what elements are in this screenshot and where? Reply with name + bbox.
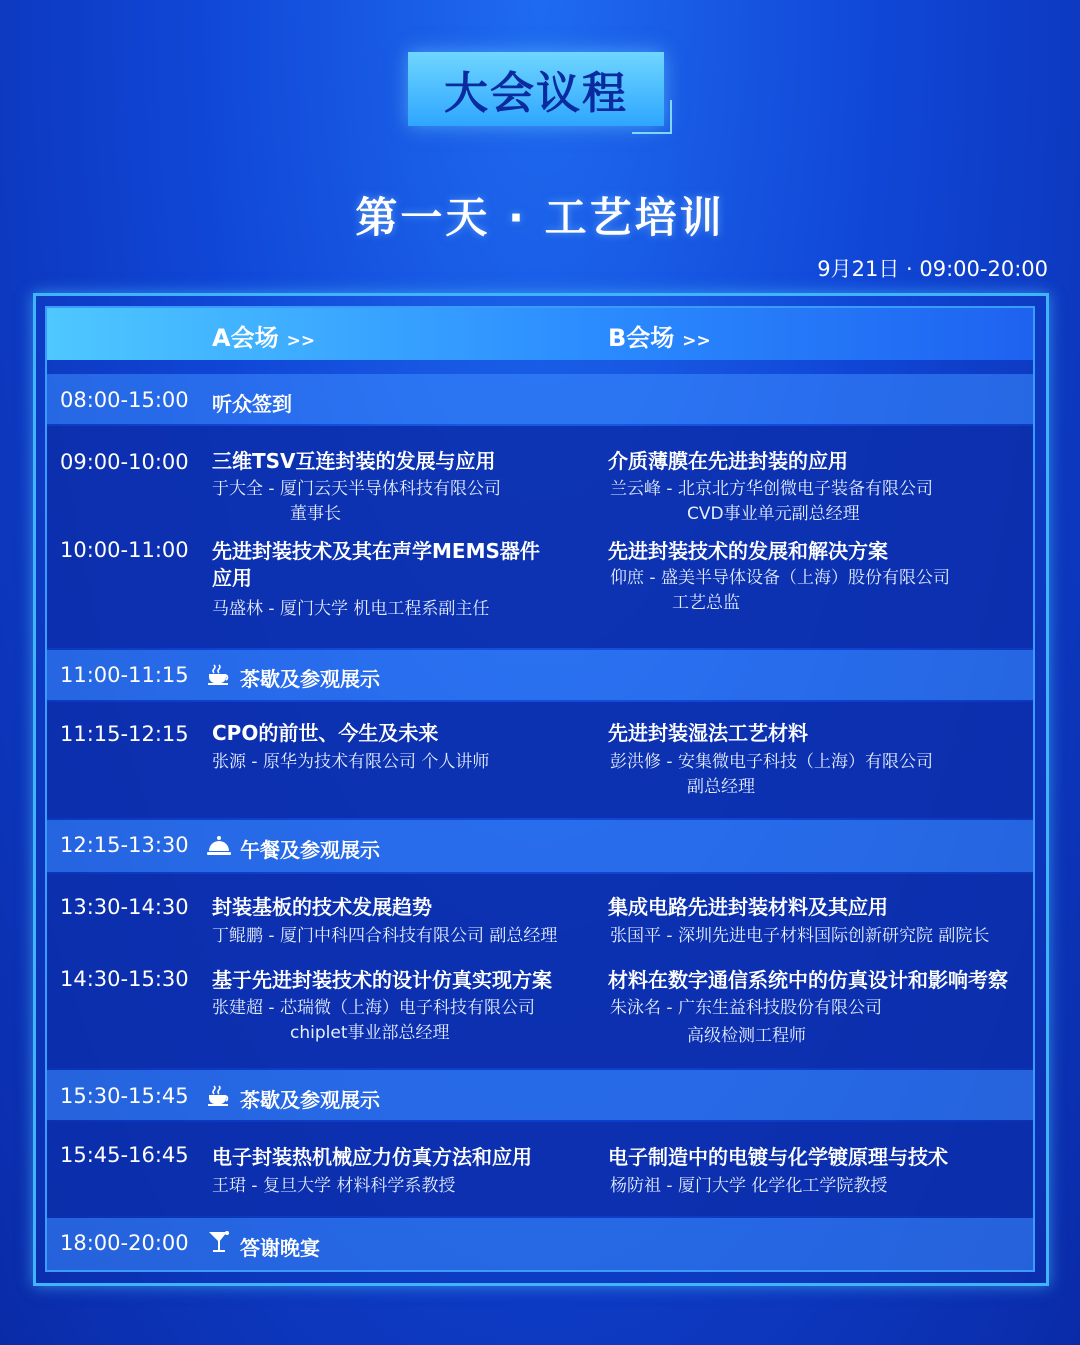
session-b-speaker: 杨防祖 - 厦门大学 化学化工学院教授 xyxy=(610,1176,888,1196)
hall-b-label: B会场 xyxy=(608,324,675,352)
dinner-label: 答谢晚宴 xyxy=(240,1236,320,1260)
hall-b-arrows: >> xyxy=(682,331,711,351)
date-time: 9月21日 · 09:00-20:00 xyxy=(817,257,1048,281)
break-label: 茶歇及参观展示 xyxy=(240,667,380,691)
row-time: 15:30-15:45 xyxy=(60,1084,189,1108)
session-b-position: 副总经理 xyxy=(687,777,755,797)
session-a-speaker: 张源 - 原华为技术有限公司 个人讲师 xyxy=(212,752,490,772)
session-a-title: 封装基板的技术发展趋势 xyxy=(212,895,432,919)
session-a-title: 三维TSV互连封装的发展与应用 xyxy=(212,449,496,473)
session-b-title: 电子制造中的电镀与化学镀原理与技术 xyxy=(608,1145,948,1169)
row-time: 11:00-11:15 xyxy=(60,663,189,687)
session-b-speaker: 兰云峰 - 北京北方华创微电子装备有限公司 xyxy=(610,479,933,499)
break-label: 茶歇及参观展示 xyxy=(240,1088,380,1112)
hall-a-label: A会场 xyxy=(212,324,279,352)
session-a-speaker: 王珺 - 复旦大学 材料科学系教授 xyxy=(212,1176,456,1196)
agenda-row-break xyxy=(47,1218,1033,1270)
row-time: 12:15-13:30 xyxy=(60,833,189,857)
hall-header-bar xyxy=(47,308,1033,360)
row-time: 10:00-11:00 xyxy=(60,538,189,562)
session-a-title: CPO的前世、今生及未来 xyxy=(212,721,439,745)
session-b-title: 集成电路先进封装材料及其应用 xyxy=(608,895,888,919)
session-a-title: 电子封装热机械应力仿真方法和应用 xyxy=(212,1145,532,1169)
session-a-position: 董事长 xyxy=(290,504,341,524)
session-b-position: 高级检测工程师 xyxy=(687,1026,806,1046)
session-b-title: 先进封装技术的发展和解决方案 xyxy=(608,539,888,563)
coffee-cup-icon xyxy=(206,1083,232,1107)
session-a-speaker: 丁鲲鹏 - 厦门中科四合科技有限公司 副总经理 xyxy=(212,926,558,946)
signin-label: 听众签到 xyxy=(212,392,292,416)
coffee-cup-icon xyxy=(206,662,232,686)
row-time: 08:00-15:00 xyxy=(60,388,189,412)
hall-a-header xyxy=(212,318,315,353)
session-b-title: 先进封装湿法工艺材料 xyxy=(608,721,808,745)
break-label: 午餐及参观展示 xyxy=(240,838,380,862)
row-time: 14:30-15:30 xyxy=(60,967,189,991)
session-b-speaker: 朱泳名 - 广东生益科技股份有限公司 xyxy=(610,998,882,1018)
session-a-title: 先进封装技术及其在声学MEMS器件 xyxy=(212,539,540,563)
cocktail-glass-icon xyxy=(206,1230,232,1254)
session-b-title: 材料在数字通信系统中的仿真设计和影响考察 xyxy=(608,968,1008,992)
agenda-row-signin xyxy=(47,374,1033,424)
agenda-badge: 大会议程 xyxy=(408,52,664,126)
session-a-speaker: 马盛林 - 厦门大学 机电工程系副主任 xyxy=(212,599,490,619)
agenda-row-break xyxy=(47,650,1033,700)
food-cloche-icon xyxy=(206,833,232,857)
session-a-title: 基于先进封装技术的设计仿真实现方案 xyxy=(212,968,552,992)
agenda-row-break xyxy=(47,820,1033,872)
row-time: 11:15-12:15 xyxy=(60,722,189,746)
session-a-position: chiplet事业部总经理 xyxy=(290,1023,450,1043)
session-b-speaker: 彭洪修 - 安集微电子科技（上海）有限公司 xyxy=(610,752,933,772)
row-time: 18:00-20:00 xyxy=(60,1231,189,1255)
session-a-speaker: 于大全 - 厦门云天半导体科技有限公司 xyxy=(212,479,501,499)
session-b-title: 介质薄膜在先进封装的应用 xyxy=(608,449,848,473)
row-time: 15:45-16:45 xyxy=(60,1143,189,1167)
session-a-speaker: 张建超 - 芯瑞微（上海）电子科技有限公司 xyxy=(212,998,535,1018)
session-b-position: CVD事业单元副总经理 xyxy=(687,504,860,524)
hall-b-header xyxy=(608,318,711,353)
row-time: 09:00-10:00 xyxy=(60,450,189,474)
session-a-title-cont: 应用 xyxy=(212,566,252,590)
session-b-speaker: 仰庶 - 盛美半导体设备（上海）股份有限公司 xyxy=(610,568,950,588)
row-time: 13:30-14:30 xyxy=(60,895,189,919)
day-title: 第一天 · 工艺培训 xyxy=(355,193,725,242)
session-b-position: 工艺总监 xyxy=(672,593,740,613)
hall-a-arrows: >> xyxy=(286,331,316,351)
agenda-row-break xyxy=(47,1070,1033,1120)
session-b-speaker: 张国平 - 深圳先进电子材料国际创新研究院 副院长 xyxy=(610,926,990,946)
